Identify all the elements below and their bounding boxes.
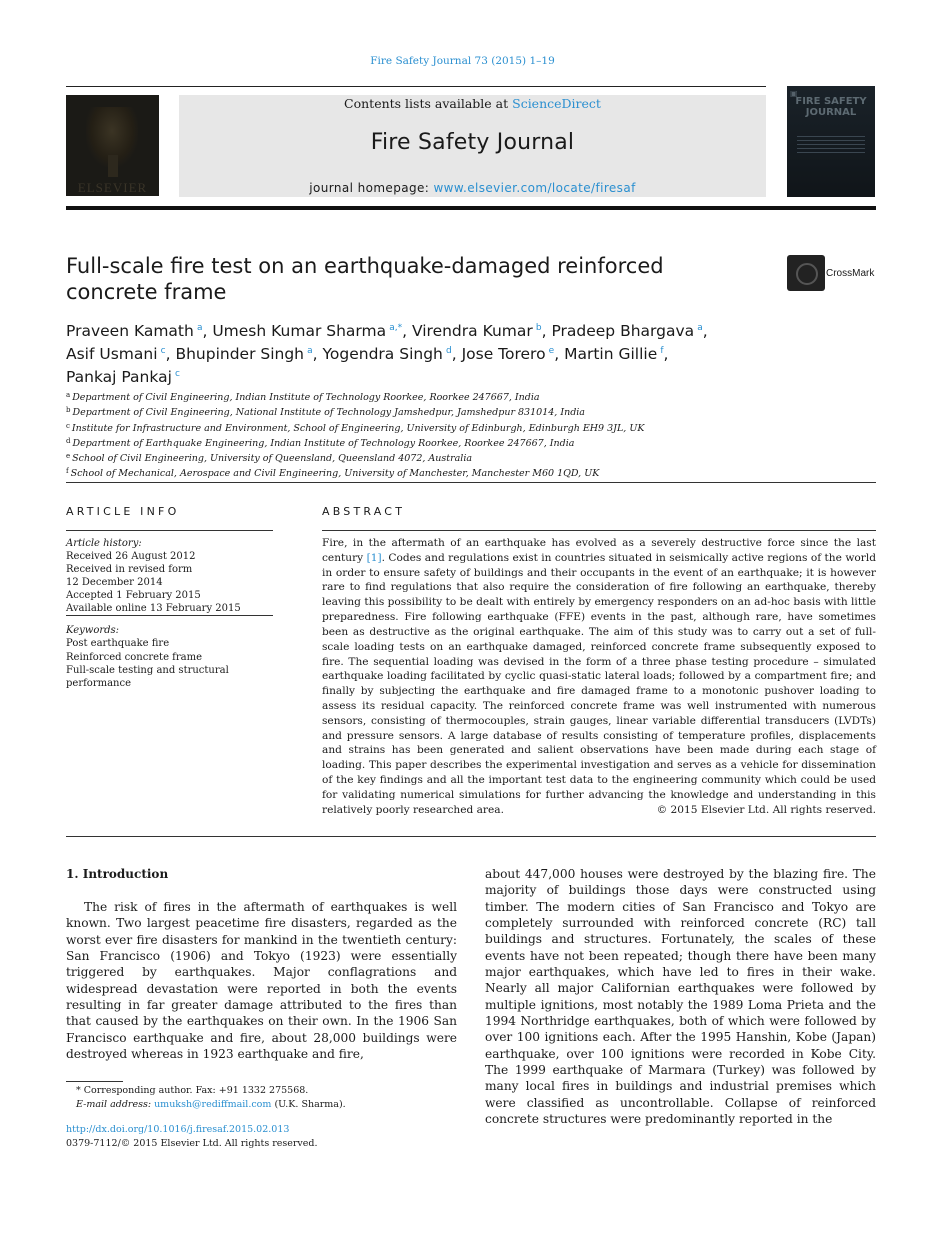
front-matter-end-rule [66,836,876,837]
tree-trunk [108,155,118,177]
elsevier-wordmark: ELSEVIER [77,180,148,195]
reference-link[interactable]: [1] [366,551,382,564]
affiliation-text: Institute for Infrastructure and Environment, School of Engineering, University of Edinburgh, Edinburgh EH9 3JL, UK [71,422,645,434]
history-item: 12 December 2014 [66,577,163,589]
introduction-heading: 1. Introduction [66,867,169,881]
corresponding-author-note: * Corresponding author. Fax: +91 1332 275568. [76,1085,309,1096]
affiliation-item [66,404,866,419]
keyword-item: Reinforced concrete frame [66,651,203,663]
affiliation-text: School of Mechanical, Aerospace and Civil Engineering, University of Manchester, Manchester M60 1QD, UK [70,468,600,480]
author-name: Yogendra Singh [322,345,443,363]
issn-line: 0379-7112/© 2015 Elsevier Ltd. All rights reserved. [66,1137,318,1149]
abstract-copyright: © 2015 Elsevier Ltd. All rights reserved. [656,804,876,816]
abstract-text-start: Fire, in the aftermath of an earthquake has evolved as a severely destructive force since the last century [322,537,876,564]
author-name: Umesh Kumar Sharma [212,322,387,340]
keyword-item: performance [66,678,132,690]
crossmark-icon[interactable] [787,255,825,291]
author-affiliation-link[interactable]: d [445,346,452,356]
author-affiliation-link[interactable]: a [307,346,313,356]
keywords-rule [66,615,273,616]
author-name: Jose Torero [461,345,546,363]
doi-block [66,1123,318,1150]
author-affiliation-link[interactable]: a [697,323,703,333]
article-title: Full-scale fire test on an earthquake-damaged reinforced concrete frame [66,254,664,304]
article-history [66,537,276,616]
author-list [66,318,756,387]
author-affiliation-link[interactable]: e [548,346,555,356]
affiliation-text: Department of Civil Engineering, National Institute of Technology Jamshedpur, Jamshedpur 831014, India [72,407,585,419]
author-separator: , [541,322,552,340]
article-info-rule [66,530,273,531]
author-separator: , [702,322,708,340]
email-link[interactable]: umuksh@rediffmail.com [154,1099,272,1110]
author-affiliation-link[interactable]: a [196,323,203,333]
affiliation-key: d [66,436,71,445]
author-name: Martin Gillie [564,345,658,363]
footnote-rule [66,1081,123,1082]
keywords [66,624,276,690]
footnote [66,1084,457,1112]
elsevier-logo [66,95,159,196]
homepage-link[interactable]: www.elsevier.com/locate/firesaf [433,181,636,195]
author-name: Virendra Kumar [411,322,533,340]
author-separator: , [165,345,176,363]
author-affiliation-link[interactable]: a,* [389,323,403,333]
author-separator: , [202,322,213,340]
article-info-heading: ARTICLE INFO [66,505,180,518]
history-item: Received 26 August 2012 [66,551,196,563]
author-name: Pradeep Bhargava [551,322,695,340]
cover-logo-icon: ▣ [790,89,798,98]
author-affiliation-link[interactable]: f [660,346,664,356]
affiliation-item [66,420,866,435]
affiliation-item [66,389,866,404]
author-name: Pankaj Pankaj [66,368,172,386]
history-item: Received in revised form [66,564,193,576]
abstract-rule [322,530,876,531]
abstract-text-rest: . Codes and regulations exist in countries situated in seismically active regions of the world in order to ensure safety of buildings and their occupants in the event of an earthquake; it is however rare to find regulations that also require the consideration of fire following an earthquake, thereby leaving this possibility to be dealt with entirely by emergency responders on an ad-hoc basis with little preparedness. Fire following earthquake (FFE) events in the past, although rare, have sometimes been as destructive as the original earthquake. The aim of this study was to carry out a set of full-scale loading tests on an earthquake damaged, reinforced concrete frame subsequently exposed to fire. The sequential loading was devised in the form of a three phase testing procedure – simulated earthquake loading facilitated by cyclic quasi-static lateral loads; followed by a compartment fire; and finally by subjecting the earthquake and fire damaged frame to a monotonic pushover loading to assess its residual capacity. The reinforced concrete frame was well instrumented with numerous sensors, consisting of thermocouples, strain gauges, linear variable differential transducers (LVDTs) and pressure sensors. A large database of results consisting of temperature profiles, displacements and strains has been generated and salient observations have been made during each stage of loading. This paper describes the experimental investigation and serves as a vehicle for dissemination of the key findings and all the important test data to the engineering community which could be used for validating numerical simulations for further advancing the knowledge and understanding in this relatively poorly researched area. [322,551,876,816]
author-separator: , [663,345,669,363]
journal-cover-image [787,86,875,197]
header-thick-rule [66,206,876,210]
affiliation-text: Department of Earthquake Engineering, Indian Institute of Technology Roorkee, Roorkee 247667, India [72,437,575,449]
author-separator: , [554,345,565,363]
author-separator: , [402,322,412,340]
author-name: Bhupinder Singh [175,345,305,363]
homepage-prefix: journal homepage: [309,181,434,195]
author-affiliation-link[interactable]: c [160,346,166,356]
intro-left-column: The risk of fires in the aftermath of earthquakes is well known. Two largest peacetime fire disasters, regarded as the worst ever fire disasters for mankind in the twentieth century: San Francisco (1906) and Tokyo (1923) were essentially triggered by earthquakes. Major conflagrations and widespread devastation were reported in both the events resulting in far greater damage attributed to the fires than that caused by the earthquakes on their own. In the 1906 San Francisco earthquake and fire, about 28,000 buildings were destroyed whereas in 1923 earthquake and fire, [66,900,457,1062]
affiliation-text: Department of Civil Engineering, Indian Institute of Technology Roorkee, Roorkee 247667, India [72,392,540,403]
cover-title: FIRE SAFETY JOURNAL [795,96,867,118]
cover-text-lines [797,136,865,154]
affiliation-key: a [66,391,71,399]
author-affiliation-link[interactable]: c [175,369,180,379]
email-note [66,1098,457,1112]
author-name: Praveen Kamath [66,322,194,340]
abstract-heading: ABSTRACT [322,505,406,518]
affiliation-key: c [66,421,70,430]
header-divider [66,86,766,87]
crossmark-label[interactable]: CrossMark [826,268,875,279]
affiliation-item [66,450,866,465]
author-name: Asif Usmani [66,345,158,363]
crossmark-ring [796,263,818,285]
author-separator: , [451,345,462,363]
section-divider [66,482,876,483]
affiliation-text: School of Civil Engineering, University of Queensland, Queensland 4072, Australia [72,453,473,465]
history-item: Accepted 1 February 2015 [66,590,201,602]
keyword-item: Post earthquake fire [66,638,170,650]
contents-line [179,96,766,111]
author-affiliation-link[interactable]: b [535,323,542,333]
journal-homepage [179,181,766,195]
doi-link[interactable]: http://dx.doi.org/10.1016/j.firesaf.2015.02.013 [66,1124,290,1135]
contents-prefix: Contents lists available at [344,96,513,111]
author-separator: , [312,345,323,363]
history-label: Article history: [66,538,142,549]
intro-right-column: about 447,000 houses were destroyed by the blazing fire. The majority of buildings those days were constructed using timber. The modern cities of San Francisco and Tokyo are completely surrounded with reinforced concrete (RC) tall buildings and structures. Fortunately, the scales of these events have not been repeated; though there have been many major earthquakes, which have led to fires in their wake. Nearly all major Californian earthquakes were followed by multiple ignitions, most notably the 1989 Loma Prieta and the 1994 Northridge earthquakes, both of which were followed by over 100 ignitions each. After the 1995 Hanshin, Kobe (Japan) earthquake, over 100 ignitions were recorded in Kobe City. The 1999 earthquake of Marmara (Turkey) was followed by many local fires in buildings and industrial premises which were classified as uncontrollable. Collapse of reinforced concrete structures were predominantly reported in the [485,867,876,1127]
keywords-label: Keywords: [66,625,120,636]
history-item: Available online 13 February 2015 [66,603,241,615]
email-label: E-mail address: [76,1099,155,1110]
email-suffix: (U.K. Sharma). [271,1099,346,1110]
affiliation-item [66,465,866,480]
sciencedirect-link[interactable]: ScienceDirect [512,96,601,111]
journal-title: Fire Safety Journal [370,130,575,155]
keyword-item: Full-scale testing and structural [66,664,229,676]
affiliation-item [66,435,866,450]
affiliation-key: f [66,467,69,476]
journal-reference[interactable]: Fire Safety Journal 73 (2015) 1–19 [370,55,555,67]
affiliation-key: b [66,406,71,415]
affiliation-list [66,389,866,481]
abstract-text [322,536,876,817]
affiliation-key: e [66,452,71,461]
